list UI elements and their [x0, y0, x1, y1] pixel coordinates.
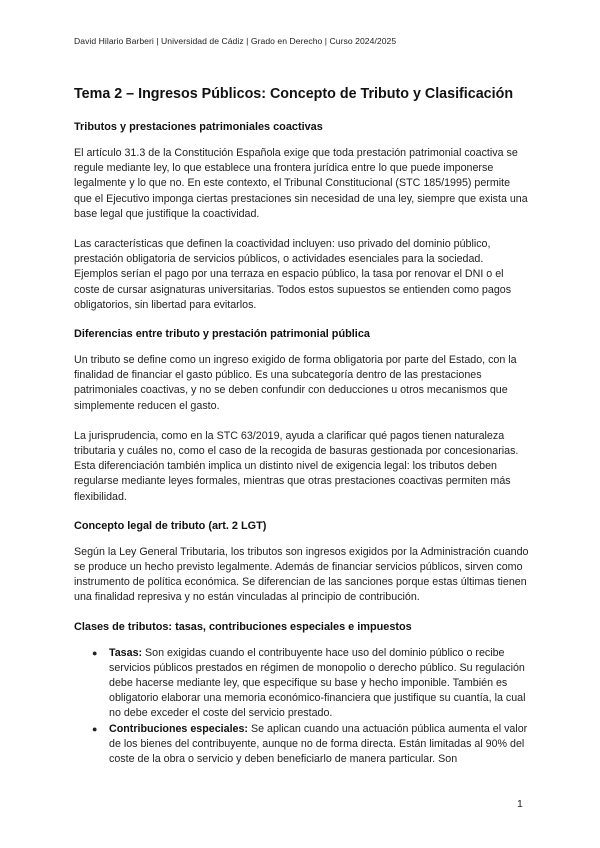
paragraph: El artículo 31.3 de la Constitución Española exige que toda prestación patrimonial coactiva se regule mediante ley, lo que establece una frontera jurídica entre lo que puede imponerse legalmente y lo que no. En este contexto, el Tribunal Constitucional (STC 185/1995) permite que el Ejecutivo imponga ciertas prestaciones sin necesidad de una ley, siempre que exista una base legal que justifique la coactividad. [74, 147, 528, 220]
list-item-label: Contribuciones especiales: [109, 722, 248, 735]
section-tributos-prestaciones [74, 121, 529, 313]
running-header: David Hilario Barberi | Universidad de Cádiz | Grado en Derecho | Curso 2024/2025 [74, 36, 397, 46]
bullet-icon: ● [92, 647, 98, 658]
bullet-list [74, 646, 529, 768]
paragraph: Las características que definen la coactividad incluyen: uso privado del dominio público, prestación obligatoria de servicios públicos, o actividades esenciales para la sociedad. Ejemplos serían el pago por una terraza en espacio público, la tasa por renovar el DNI o el coste de cursar asignaturas universitarias. Todos estos supuestos se entienden como pagos obligatorios, sin libertad para evitarlos. [74, 238, 512, 311]
section-heading: Clases de tributos: tasas, contribuciones especiales e impuestos [74, 620, 412, 633]
paragraph: Según la Ley General Tributaria, los tributos son ingresos exigidos por la Administración cuando se produce un hecho previsto legalmente. Además de financiar servicios públicos, sirven como instrumento de política económica. Se diferencian de las sanciones porque estas últimas tienen una finalidad represiva y no están vinculadas al principio de contribución. [74, 545, 529, 604]
list-item-contribuciones [92, 722, 529, 768]
list-item-tasas [92, 646, 529, 722]
document-body [74, 86, 529, 767]
paragraph: La jurisprudencia, como en la STC 63/2019, ayuda a clarificar qué pagos tienen naturaleza tributaria y cuáles no, como el caso de la recogida de basuras gestionada por concesionarias. Esta diferenciación también implica un distinto nivel de exigencia legal: los tributos deben regularse mediante leyes formales, mientras que otras prestaciones coactivas permiten más flexibilidad. [74, 429, 519, 503]
paragraph: Un tributo se define como un ingreso exigido de forma obligatoria por parte del Estado, con la finalidad de financiar el gasto público. Es una subcategoría dentro de las prestaciones patrimoniales coactivas, y no se deben confundir con deducciones u otros mecanismos que simplemente reducen el gasto. [74, 354, 517, 412]
section-clases-tributos [74, 621, 529, 768]
section-diferencias [74, 328, 529, 505]
list-item-text: Son exigidas cuando el contribuyente hace uso del dominio público o recibe servicios públicos prestados en régimen de monopolio o derecho público. Su regulación debe hacerse mediante ley, que especifique su base y hecho imponible. También es obligatorio elaborar una memoria económico-financiera que justifique su cuantía, la cual no debe exceder el coste del servicio prestado. [109, 646, 526, 720]
section-heading: Concepto legal de tributo (art. 2 LGT) [74, 519, 267, 532]
page-number: 1 [517, 798, 523, 810]
list-item-label: Tasas: [109, 646, 143, 659]
section-heading: Diferencias entre tributo y prestación patrimonial pública [74, 328, 370, 341]
bullet-icon: ● [92, 723, 98, 734]
section-concepto-legal [74, 520, 529, 606]
section-heading: Tributos y prestaciones patrimoniales coactivas [74, 121, 323, 133]
list-item-text: Se aplican cuando una actuación pública aumenta el valor de los bienes del contribuyente, aunque no de forma directa. Están limitadas al 90% del coste de la obra o servicio y deben beneficiarlo de manera particular. Son [109, 722, 528, 766]
document-title: Tema 2 – Ingresos Públicos: Concepto de Tributo y Clasificación [74, 86, 514, 102]
